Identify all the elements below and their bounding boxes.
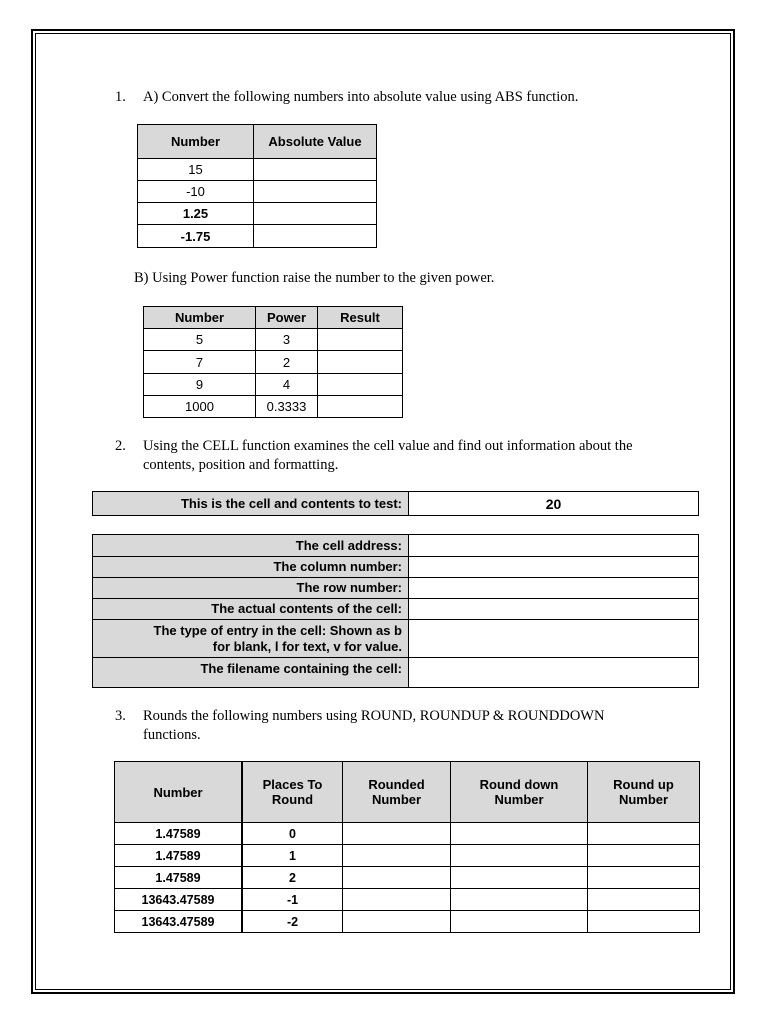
places-cell: -1 [242, 889, 343, 911]
power-cell: 4 [256, 374, 318, 396]
info-label: The column number: [93, 557, 409, 578]
header-round-up [588, 762, 700, 823]
table-row [144, 396, 403, 418]
round-down-cell[interactable] [451, 823, 588, 845]
question-text-line1: Using the CELL function examines the cell value and find out information about the [143, 438, 633, 454]
info-label [93, 620, 409, 658]
places-cell: 2 [242, 867, 343, 889]
rounded-cell[interactable] [343, 911, 451, 933]
header-rounded-line2: Number [371, 792, 422, 807]
power-cell: 0.3333 [256, 396, 318, 418]
test-label: This is the cell and contents to test: [93, 492, 409, 516]
round-up-cell[interactable] [588, 889, 700, 911]
header-number: Number [144, 307, 256, 329]
number-cell: 13643.47589 [115, 911, 243, 933]
table-row [93, 557, 699, 578]
info-label-line2: for blank, l for text, v for value. [212, 638, 402, 654]
round-down-cell[interactable] [451, 845, 588, 867]
number-cell: -10 [138, 181, 254, 203]
header-round-up-line2: Number [618, 792, 669, 807]
header-rounded [343, 762, 451, 823]
rounded-cell[interactable] [343, 889, 451, 911]
header-round-down [451, 762, 588, 823]
cell-test-table [92, 491, 699, 516]
table-row [115, 823, 700, 845]
table-row [144, 374, 403, 396]
info-label: The actual contents of the cell: [93, 599, 409, 620]
header-places-line2: Round [271, 792, 314, 807]
table-row [93, 535, 699, 557]
round-table [114, 761, 700, 933]
result-cell[interactable] [318, 351, 403, 374]
power-cell: 2 [256, 351, 318, 374]
rounded-cell[interactable] [343, 823, 451, 845]
rounded-cell[interactable] [343, 845, 451, 867]
round-up-cell[interactable] [588, 867, 700, 889]
answer-cell[interactable] [254, 225, 377, 248]
rounded-cell[interactable] [343, 867, 451, 889]
number-cell: 5 [144, 329, 256, 351]
number-cell: 9 [144, 374, 256, 396]
round-down-cell[interactable] [451, 911, 588, 933]
round-up-cell[interactable] [588, 823, 700, 845]
result-cell[interactable] [318, 329, 403, 351]
question-text: B) Using Power function raise the number to the given power. [134, 270, 495, 286]
question-number: 3. [115, 708, 126, 724]
table-row [138, 181, 377, 203]
number-cell: 1.47589 [115, 845, 243, 867]
header-places-line1: Places To [262, 777, 323, 792]
number-cell: 1000 [144, 396, 256, 418]
table-row [115, 845, 700, 867]
header-round-down-line1: Round down [479, 777, 559, 792]
number-cell: -1.75 [138, 225, 254, 248]
round-up-cell[interactable] [588, 911, 700, 933]
number-cell: 1.25 [138, 203, 254, 225]
cell-info-table [92, 534, 699, 688]
table-row [138, 225, 377, 248]
info-label-line1: The type of entry in the cell: Shown as b [153, 622, 402, 638]
header-round-up-line1: Round up [613, 777, 674, 792]
number-cell: 7 [144, 351, 256, 374]
answer-cell[interactable] [254, 159, 377, 181]
power-table [143, 306, 403, 418]
test-value: 20 [409, 492, 699, 516]
table-row [115, 911, 700, 933]
number-cell: 15 [138, 159, 254, 181]
table-row [93, 658, 699, 688]
abs-table [137, 124, 377, 248]
round-up-cell[interactable] [588, 845, 700, 867]
table-row [93, 620, 699, 658]
table-row [93, 599, 699, 620]
header-round-down-line2: Number [494, 792, 544, 807]
answer-cell[interactable] [409, 658, 699, 688]
places-cell: 0 [242, 823, 343, 845]
header-rounded-line1: Rounded [368, 777, 425, 792]
answer-cell[interactable] [254, 181, 377, 203]
table-row [115, 867, 700, 889]
number-cell: 13643.47589 [115, 889, 243, 911]
answer-cell[interactable] [409, 535, 699, 557]
table-row [93, 578, 699, 599]
info-label: The filename containing the cell: [93, 658, 409, 688]
table-row [138, 203, 377, 225]
answer-cell[interactable] [409, 599, 699, 620]
table-row [144, 351, 403, 374]
places-cell: -2 [242, 911, 343, 933]
table-row [115, 889, 700, 911]
result-cell[interactable] [318, 396, 403, 418]
header-number-line1: Number [153, 784, 203, 800]
answer-cell[interactable] [409, 578, 699, 599]
question-text: A) Convert the following numbers into absolute value using ABS function. [143, 89, 579, 105]
number-cell: 1.47589 [115, 867, 243, 889]
result-cell[interactable] [318, 374, 403, 396]
question-text-line2: functions. [143, 727, 201, 743]
header-number [115, 762, 243, 823]
question-text-line2: contents, position and formatting. [143, 457, 339, 473]
round-down-cell[interactable] [451, 889, 588, 911]
info-label: The row number: [93, 578, 409, 599]
info-label: The cell address: [93, 535, 409, 557]
table-row [144, 329, 403, 351]
header-result: Result [318, 307, 403, 329]
answer-cell[interactable] [254, 203, 377, 225]
answer-cell[interactable] [409, 557, 699, 578]
header-places [242, 762, 343, 823]
power-cell: 3 [256, 329, 318, 351]
header-power: Power [256, 307, 318, 329]
round-down-cell[interactable] [451, 867, 588, 889]
number-cell: 1.47589 [115, 823, 243, 845]
header-number: Number [138, 125, 254, 159]
table-row [138, 159, 377, 181]
question-number: 2. [115, 438, 126, 454]
answer-cell[interactable] [409, 620, 699, 658]
question-text-line1: Rounds the following numbers using ROUND, ROUNDUP & ROUNDDOWN [143, 708, 605, 724]
places-cell: 1 [242, 845, 343, 867]
question-number: 1. [115, 89, 126, 105]
header-absolute-value: Absolute Value [254, 125, 377, 159]
